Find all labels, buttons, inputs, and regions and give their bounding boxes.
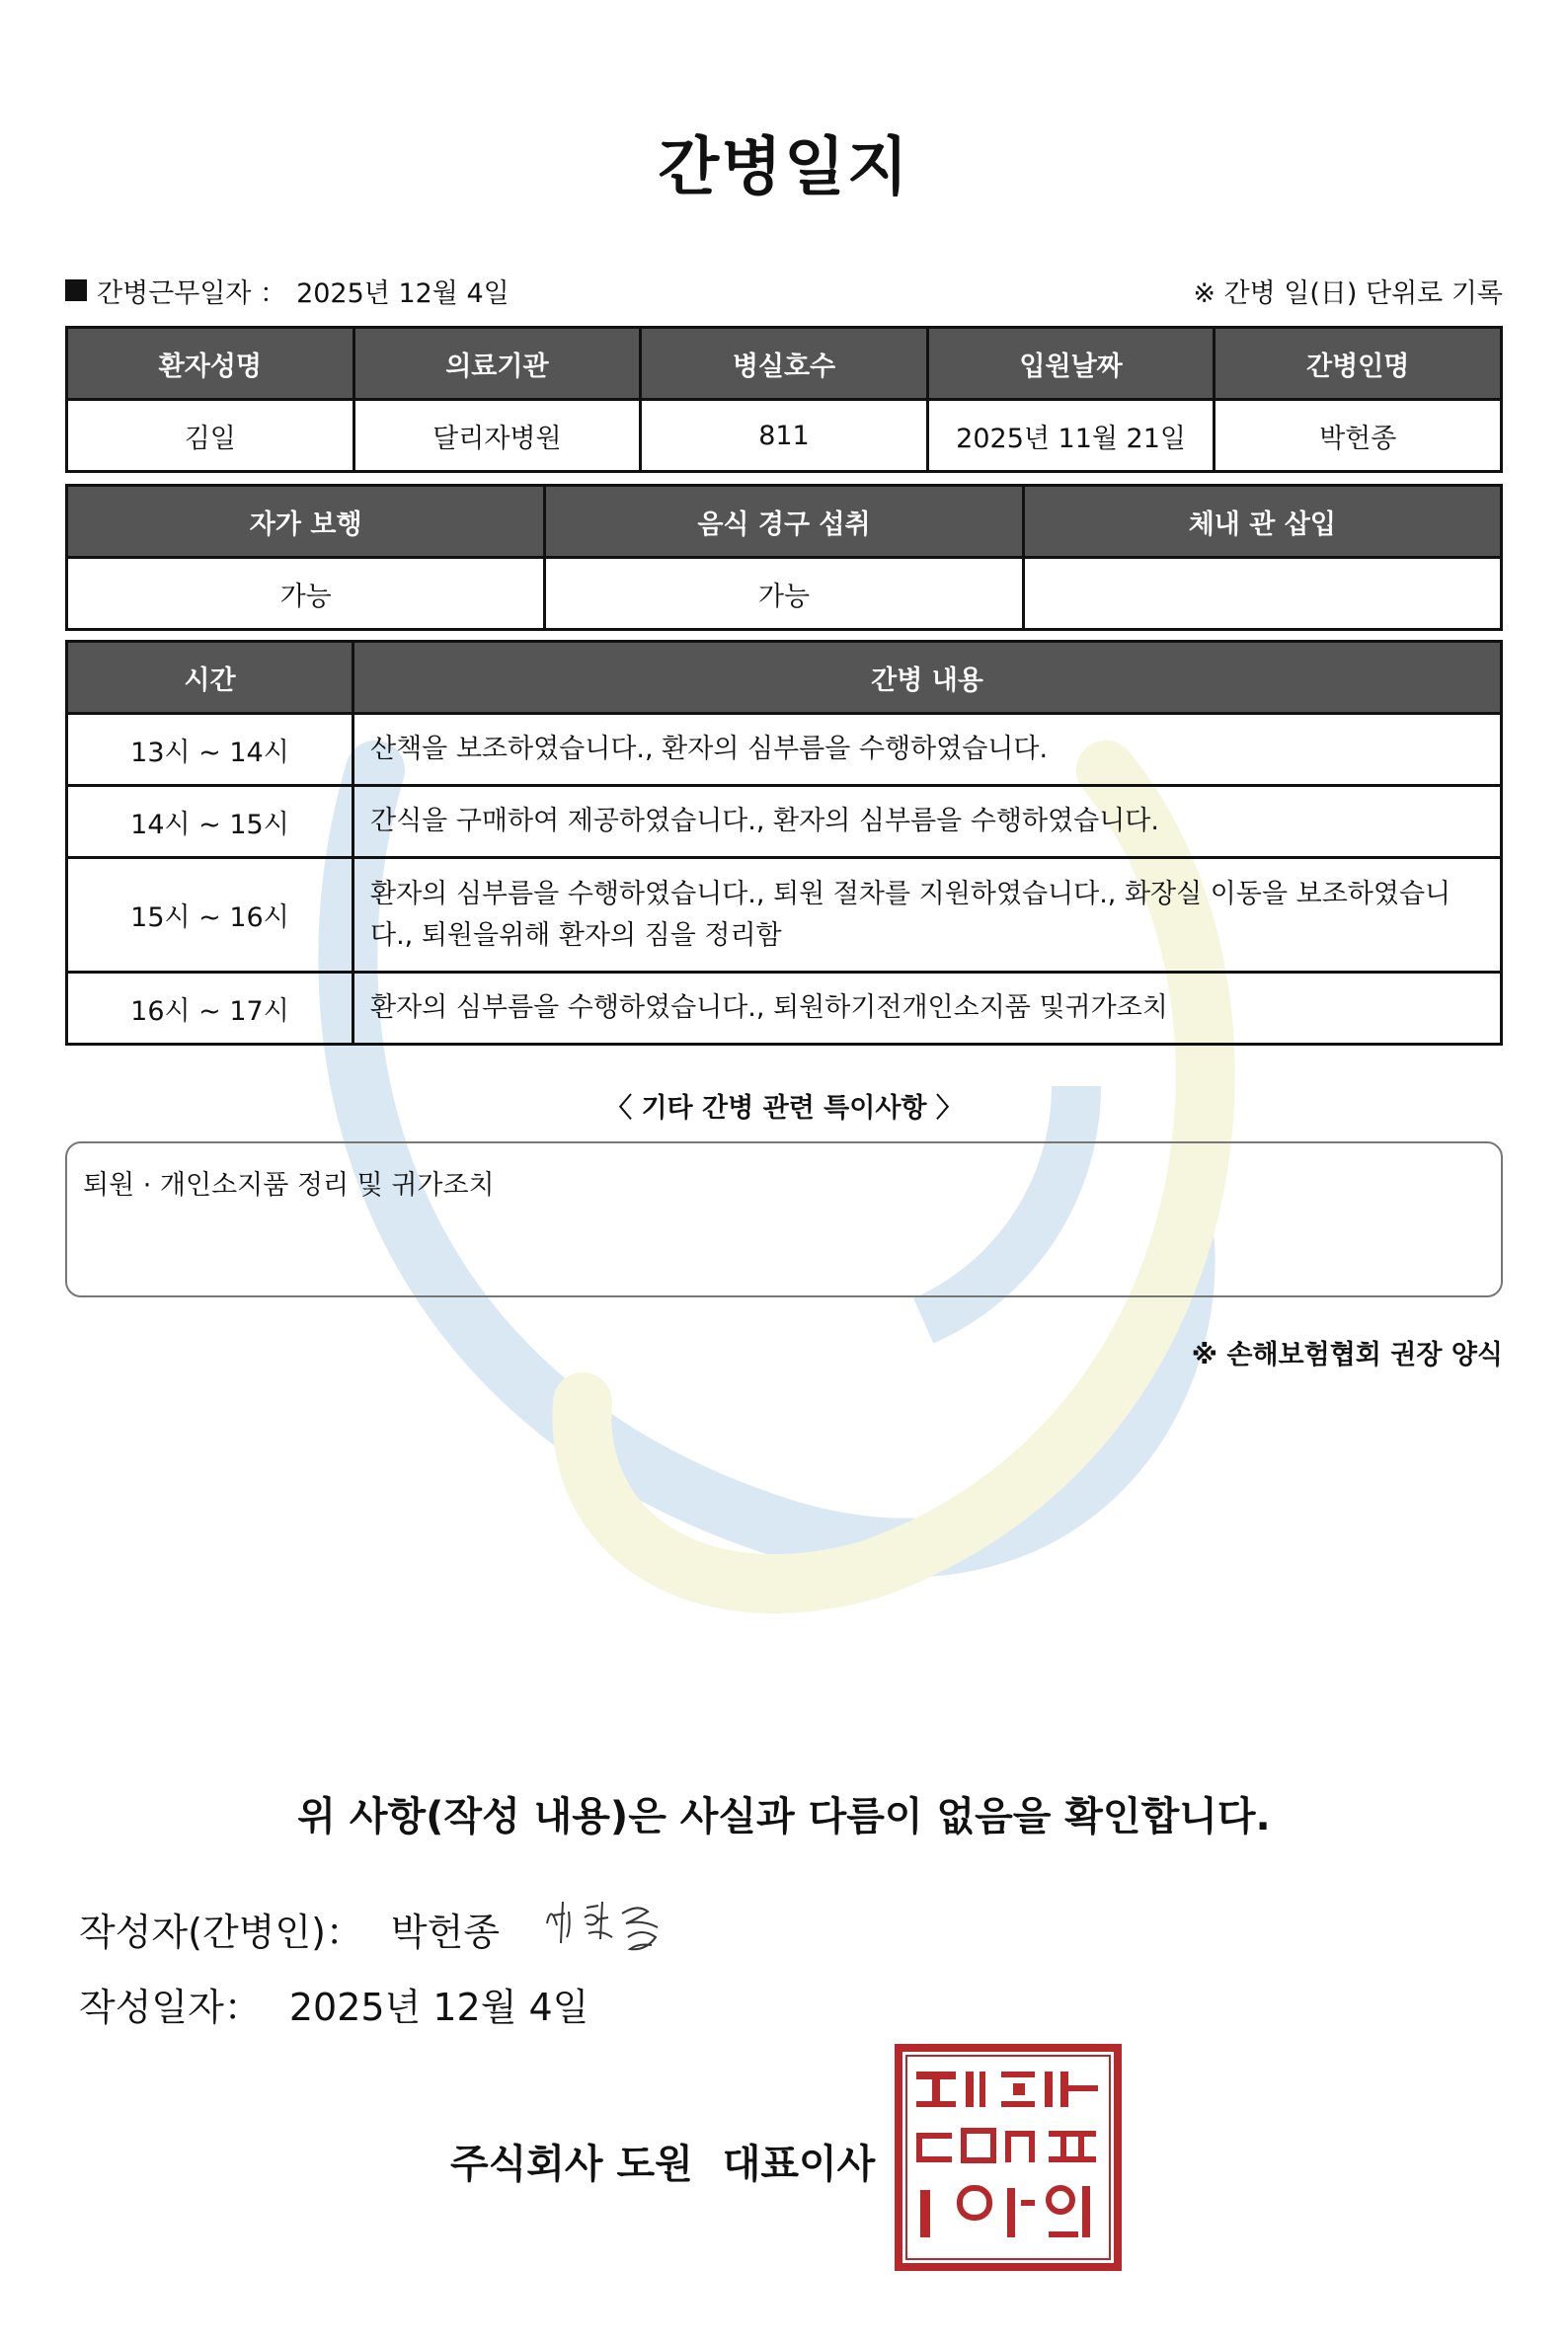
- special-notes-box: [65, 1141, 1503, 1297]
- log-content: 환자의 심부름을 수행하였습니다., 퇴원 절차를 지원하였습니다., 화장실 이동을 보조하였습니다., 퇴원을위해 환자의 짐을 정리함: [353, 858, 1502, 973]
- header-caregiver-name: 간병인명: [1215, 328, 1502, 400]
- header-admission-date: 입원날짜: [927, 328, 1215, 400]
- log-content: 간식을 구매하여 제공하였습니다., 환자의 심부름을 수행하였습니다.: [353, 786, 1502, 858]
- log-time: 14시 ~ 15시: [67, 786, 353, 858]
- written-date-row: [79, 1977, 588, 2031]
- page-title: 간병일지: [658, 131, 910, 204]
- writer-row: [79, 1894, 677, 1963]
- log-content: 환자의 심부름을 수행하였습니다., 퇴원하기전개인소지품 및귀가조치: [353, 973, 1502, 1045]
- confirmation-statement: 위 사항(작성 내용)은 사실과 다름이 없음을 확인합니다.: [297, 1794, 1271, 1839]
- admission-date: 2025년 11월 21일: [927, 400, 1215, 472]
- table-row: [67, 714, 1502, 786]
- patient-info-table: [65, 326, 1503, 473]
- table-row: [67, 786, 1502, 858]
- recommended-form-note: ※ 손해보험협회 권장 양식: [1191, 1340, 1503, 1370]
- work-date-label: 간병근무일자 ：: [97, 277, 287, 309]
- hospital-name: 달리자병원: [353, 400, 641, 472]
- written-date-label: 작성일자：: [79, 1986, 262, 2029]
- written-date-value: 2025년 12월 4일: [288, 1986, 589, 2029]
- table-row: [67, 858, 1502, 973]
- header-patient-name: 환자성명: [67, 328, 354, 400]
- self-walking-value: 가능: [67, 558, 545, 630]
- special-notes-text: 퇴원 · 개인소지품 정리 및 귀가조치: [83, 1170, 495, 1201]
- patient-name: 김일: [67, 400, 354, 472]
- company-name: 주식회사 도원: [450, 2142, 693, 2187]
- caregiver-name: 박헌종: [1215, 400, 1502, 472]
- header-hospital: 의료기관: [353, 328, 641, 400]
- oral-intake-value: 가능: [545, 558, 1023, 630]
- daily-record-note: ※ 간병 일(日) 단위로 기록: [1193, 277, 1503, 309]
- writer-name: 박헌종: [390, 1910, 501, 1954]
- square-bullet-icon: [65, 279, 87, 301]
- handwritten-signature: [539, 1894, 677, 1963]
- special-notes-title: 〈 기타 간병 관련 특이사항 〉: [605, 1093, 963, 1124]
- header-room-number: 병실호수: [641, 328, 928, 400]
- work-date-row: [65, 273, 1503, 308]
- writer-label: 작성자(간병인)：: [79, 1910, 363, 1954]
- header-oral-intake: 음식 경구 섭취: [545, 486, 1023, 558]
- work-date-value: 2025년 12월 4일: [296, 277, 510, 309]
- log-content: 산책을 보조하였습니다., 환자의 심부름을 수행하였습니다.: [353, 714, 1502, 786]
- company-seal-stamp: [895, 2044, 1122, 2271]
- company-line: [450, 2133, 875, 2189]
- log-time: 13시 ~ 14시: [67, 714, 353, 786]
- header-care-content: 간병 내용: [353, 642, 1502, 714]
- log-time: 15시 ~ 16시: [67, 858, 353, 973]
- header-time: 시간: [67, 642, 353, 714]
- table-row: [67, 973, 1502, 1045]
- company-title: 대표이사: [722, 2142, 876, 2187]
- log-time: 16시 ~ 17시: [67, 973, 353, 1045]
- patient-status-table: [65, 484, 1503, 631]
- header-tube-insertion: 체내 관 삽입: [1023, 486, 1501, 558]
- work-date-block: [65, 272, 510, 310]
- care-log-table: [65, 640, 1503, 1046]
- room-number: 811: [641, 400, 928, 472]
- header-self-walking: 자가 보행: [67, 486, 545, 558]
- tube-insertion-value: [1023, 558, 1501, 630]
